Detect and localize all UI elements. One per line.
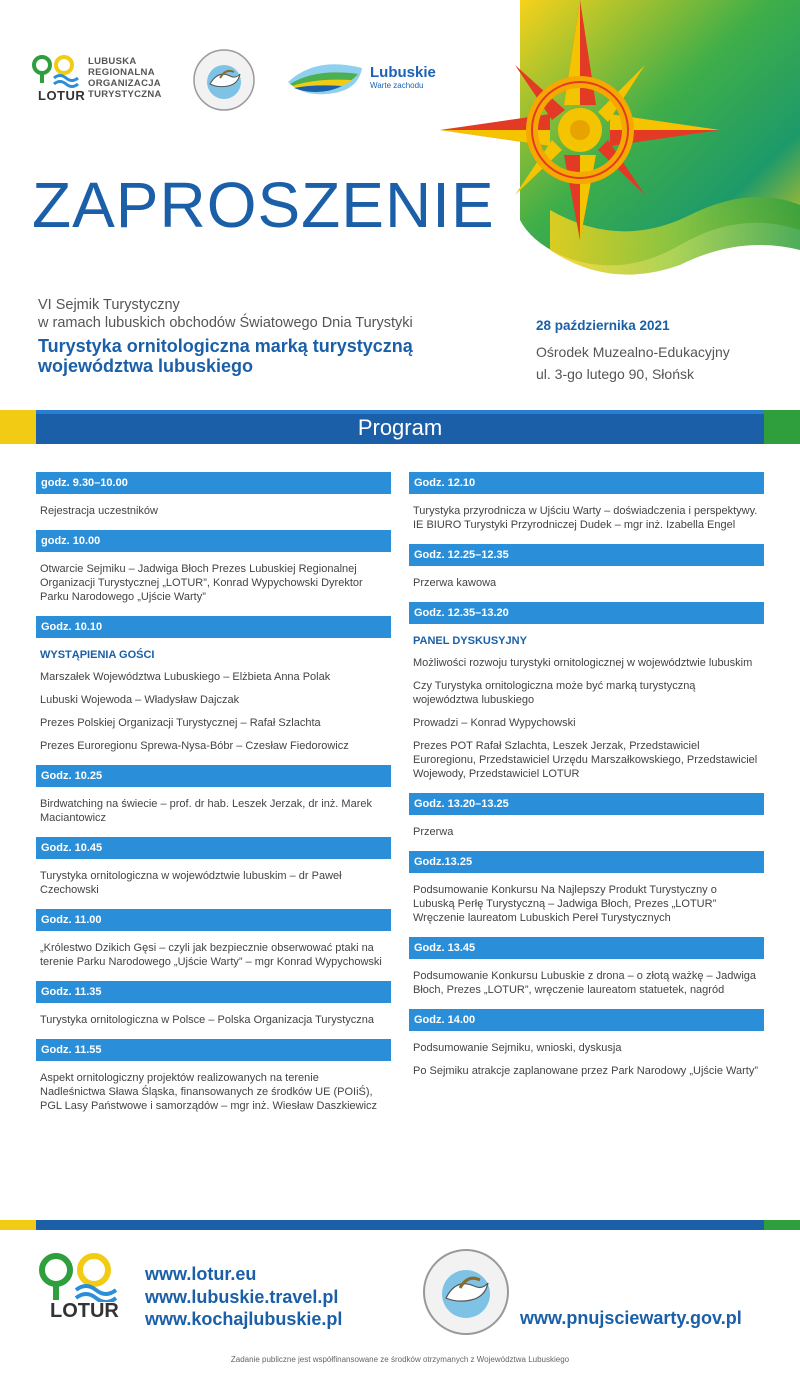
- lotur-logo-text: LOTUR: [38, 88, 86, 103]
- program-block: [409, 602, 764, 793]
- lubuskie-logo[interactable]: [286, 58, 446, 98]
- program-item: Turystyka ornitologiczna w województwie lubuskim – dr Paweł Czechowski: [40, 870, 342, 896]
- program-time: Godz. 11.00: [36, 909, 391, 931]
- lotur-logo-text: LOTUR: [50, 1300, 119, 1322]
- program-item: Lubuski Wojewoda – Władysław Dajczak: [40, 694, 240, 706]
- lubuskie-name: Lubuskie: [370, 64, 436, 81]
- compass-rose-graphic: [440, 0, 800, 300]
- event-place-line: ul. 3-go lutego 90, Słońsk: [536, 366, 694, 382]
- program-item: Prowadzi – Konrad Wypychowski: [413, 717, 576, 729]
- program-item: Otwarcie Sejmiku – Jadwiga Błoch Prezes Lubuskiej Regionalnej Organizacji Turystycznej „LOTUR”, Konrad Wypychowski Dyrektor Parku Narodowego „Ujście Warty”: [40, 563, 363, 603]
- lotur-emblem-icon: [30, 54, 84, 90]
- lotur-emblem-icon: [36, 1252, 126, 1302]
- blue-band: [36, 1220, 764, 1230]
- program-block-body: [409, 494, 764, 544]
- program-item: Aspekt ornitologiczny projektów realizowanych na terenie Nadleśnictwa Sława Śląska, finansowanych ze środków UE (POIiŚ), PGL Lasy Państwowe i samorządów – mgr inż. Wiesław Daszkiewicz: [40, 1072, 378, 1112]
- program-time: Godz. 11.55: [36, 1039, 391, 1061]
- footer-links: [145, 1263, 342, 1331]
- program-block-body: [36, 494, 391, 530]
- program-item: Podsumowanie Konkursu Na Najlepszy Produkt Turystyczny o Lubuską Perłę Turystyczną – Jadwiga Błoch, Prezes „LOTUR” Wręczenie laureatom Lubuskich Pereł Turystycznych: [413, 884, 717, 924]
- program-time: godz. 10.00: [36, 530, 391, 552]
- program-time: Godz. 10.45: [36, 837, 391, 859]
- program-block: [409, 937, 764, 1009]
- event-intro: [38, 296, 488, 376]
- program-time: Godz. 13.20–13.25: [409, 793, 764, 815]
- footer-park-logo[interactable]: [422, 1248, 510, 1336]
- park-narodowy-logo[interactable]: [192, 48, 256, 112]
- event-place-line: Ośrodek Muzealno-Edukacyjny: [536, 344, 730, 360]
- program-block: [36, 472, 391, 530]
- program-block-body: [36, 1003, 391, 1039]
- program-block-body: [36, 859, 391, 909]
- program-time: Godz. 13.45: [409, 937, 764, 959]
- program-column-right: [409, 472, 764, 1090]
- program-block-body: [409, 624, 764, 793]
- program-item: Rejestracja uczestników: [40, 505, 158, 517]
- program-block-body: [409, 1031, 764, 1090]
- program-column-left: [36, 472, 391, 1125]
- link-lubuskie-travel[interactable]: www.lubuskie.travel.pl: [145, 1286, 339, 1307]
- program-item: Turystyka przyrodnicza w Ujściu Warty – doświadczenia i perspektywy. IE BIURO Turystyki Przyrodniczej Dudek – mgr inż. Izabella Engel: [413, 505, 758, 531]
- header-logos: [30, 52, 450, 112]
- program-block-body: [36, 787, 391, 837]
- program-block-body: [36, 638, 391, 765]
- program-block-body: [409, 566, 764, 602]
- program-block-body: [36, 1061, 391, 1125]
- program-time: Godz. 10.25: [36, 765, 391, 787]
- program-block: [36, 909, 391, 981]
- green-accent: [764, 1220, 800, 1230]
- lotur-org-name: [88, 56, 162, 100]
- program-time: Godz. 14.00: [409, 1009, 764, 1031]
- program-block: [36, 616, 391, 765]
- funding-note: Zadanie publiczne jest współfinansowane ze środków otrzymanych z Województwa Lubuskiego: [230, 1355, 570, 1364]
- event-theme-line: Turystyka ornitologiczna marką turystyczną: [38, 336, 413, 356]
- footer-lotur-logo[interactable]: [36, 1252, 128, 1328]
- program-time: Godz.13.25: [409, 851, 764, 873]
- event-theme-line: województwa lubuskiego: [38, 356, 254, 376]
- program-time: godz. 9.30–10.00: [36, 472, 391, 494]
- program-block: [36, 837, 391, 909]
- blue-band-highlight: [36, 410, 764, 414]
- link-kochajlubuskie[interactable]: www.kochajlubuskie.pl: [145, 1309, 343, 1329]
- event-context: w ramach lubuskich obchodów Światowego Dnia Turystyki: [38, 315, 413, 331]
- program-block-body: [36, 931, 391, 981]
- program-time: Godz. 10.10: [36, 616, 391, 638]
- lotur-org-line: ORGANIZACJA: [88, 78, 161, 89]
- program-block: [36, 530, 391, 616]
- program-item: Przerwa: [413, 826, 454, 838]
- program-item: Prezes POT Rafał Szlachta, Leszek Jerzak, Przedstawiciel Euroregionu, Przedstawiciel Urzędu Marszałkowskiego, Przedstawiciel Wojewody, Przedstawiciel LOTUR: [413, 740, 758, 780]
- lotur-org-line: TURYSTYCZNA: [88, 89, 162, 100]
- lotur-org-line: REGIONALNA: [88, 67, 155, 78]
- event-info: [536, 318, 776, 385]
- program-item: Podsumowanie Konkursu Lubuskie z drona – o złotą ważkę – Jadwiga Błoch, Prezes „LOTUR”, wręczenie laureatom statuetek, nagród: [413, 970, 757, 996]
- program-time: Godz. 11.35: [36, 981, 391, 1003]
- program-subheading: PANEL DYSKUSYJNY: [413, 635, 527, 647]
- program-block: [409, 1009, 764, 1090]
- program-block: [409, 544, 764, 602]
- event-theme: [38, 336, 488, 376]
- lotur-org-line: LUBUSKA: [88, 56, 137, 67]
- footer-color-bar: [0, 1220, 800, 1230]
- park-bird-emblem-icon: [192, 48, 256, 112]
- program-item: Turystyka ornitologiczna w Polsce – Polska Organizacja Turystyczna: [40, 1014, 375, 1026]
- link-lotur[interactable]: www.lotur.eu: [145, 1264, 257, 1284]
- program-item: Przerwa kawowa: [413, 577, 497, 589]
- program-time: Godz. 12.10: [409, 472, 764, 494]
- program-item: „Królestwo Dzikich Gęsi – czyli jak bezpiecznie obserwować ptaki na terenie Parku Narodowego „Ujście Warty” – mgr Konrad Wypychowski: [40, 942, 382, 968]
- program-time: Godz. 12.25–12.35: [409, 544, 764, 566]
- program-time: Godz. 12.35–13.20: [409, 602, 764, 624]
- lubuskie-wave-icon: [286, 58, 366, 98]
- program-item: Po Sejmiku atrakcje zaplanowane przez Park Narodowy „Ujście Warty”: [413, 1065, 758, 1077]
- program-title: Program: [357, 415, 443, 440]
- program-block-body: [409, 815, 764, 851]
- program-item: Marszałek Województwa Lubuskiego – Elżbieta Anna Polak: [40, 671, 331, 683]
- program-header-bar: [0, 410, 800, 444]
- lotur-logo[interactable]: [30, 52, 190, 112]
- program-item: Podsumowanie Sejmiku, wnioski, dyskusja: [413, 1042, 622, 1054]
- program-block: [36, 1039, 391, 1125]
- event-date: 28 października 2021: [536, 318, 670, 333]
- page-title: ZAPROSZENIE: [32, 169, 495, 241]
- program-item: Prezes Euroregionu Sprewa-Nysa-Bóbr – Czesław Fiedorowicz: [40, 740, 349, 752]
- program-block-body: [409, 959, 764, 1009]
- program-block: [36, 981, 391, 1039]
- program-item: Czy Turystyka ornitologiczna może być marką turystyczną województwa lubuskiego: [413, 680, 696, 706]
- event-name: VI Sejmik Turystyczny: [38, 297, 180, 313]
- park-bird-emblem-icon: [422, 1248, 510, 1336]
- program-block-body: [36, 552, 391, 616]
- program-item: Birdwatching na świecie – prof. dr hab. Leszek Jerzak, dr inż. Marek Maciantowicz: [40, 798, 372, 824]
- link-pnujsciewarty[interactable]: www.pnujsciewarty.gov.pl: [520, 1308, 742, 1328]
- program-block-body: [409, 873, 764, 937]
- program-item: Prezes Polskiej Organizacji Turystycznej – Rafał Szlachta: [40, 717, 321, 729]
- yellow-accent: [0, 1220, 36, 1230]
- program-block: [409, 793, 764, 851]
- program-block: [409, 851, 764, 937]
- program-block: [36, 765, 391, 837]
- program-block: [409, 472, 764, 544]
- program-item: Możliwości rozwoju turystyki ornitologicznej w województwie lubuskim: [413, 657, 753, 669]
- lubuskie-tagline: Warte zachodu: [370, 81, 424, 90]
- program-subheading: WYSTĄPIENIA GOŚCI: [40, 649, 155, 661]
- event-place: [536, 341, 776, 385]
